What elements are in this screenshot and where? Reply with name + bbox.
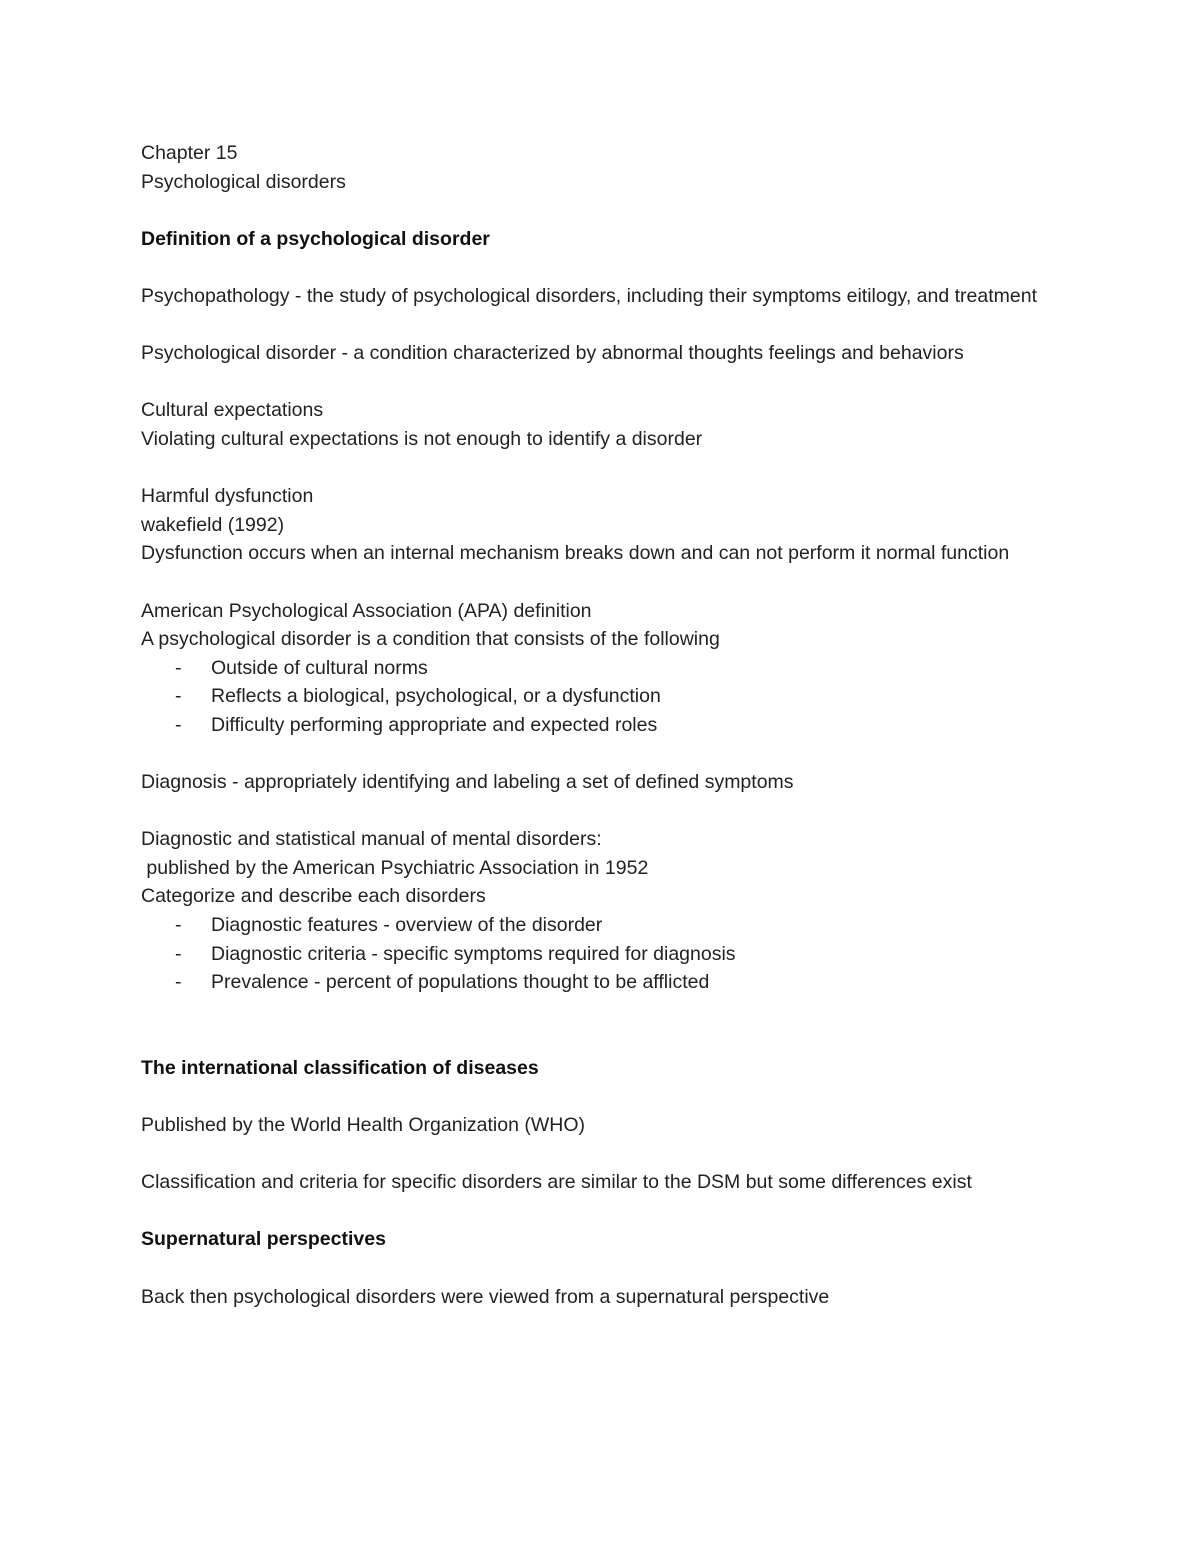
bullet-dash: - xyxy=(175,914,182,937)
spacer xyxy=(141,368,1071,397)
spacer xyxy=(141,311,1071,340)
spacer xyxy=(141,1197,1071,1226)
psychological-disorder-definition: Psychological disorder - a condition characterized by abnormal thoughts feelings and behaviors xyxy=(141,342,964,365)
spacer xyxy=(141,797,1071,826)
spacer xyxy=(141,568,1071,597)
bullet-dash: - xyxy=(175,971,182,994)
harmful-dysfunction-text: Dysfunction occurs when an internal mechanism breaks down and can not perform it normal function xyxy=(141,542,1010,565)
section-heading-supernatural: Supernatural perspectives xyxy=(141,1228,386,1251)
list-item-text: Diagnostic features - overview of the disorder xyxy=(211,914,603,937)
spacer xyxy=(141,739,1071,768)
list-item xyxy=(141,711,1071,740)
list-item xyxy=(141,682,1071,711)
bullet-dash: - xyxy=(175,656,182,679)
harmful-dysfunction-title: Harmful dysfunction xyxy=(141,485,314,508)
spacer xyxy=(141,1082,1071,1111)
psychopathology-definition: Psychopathology - the study of psychological disorders, including their symptoms eitilogy, and treatment xyxy=(141,284,1038,307)
cultural-expectations-text: Violating cultural expectations is not enough to identify a disorder xyxy=(141,427,703,450)
bullet-dash: - xyxy=(175,942,182,965)
list-item-text: Difficulty performing appropriate and expected roles xyxy=(211,713,658,736)
apa-definition-intro: A psychological disorder is a condition that consists of the following xyxy=(141,628,720,651)
list-item-text: Diagnostic criteria - specific symptoms required for diagnosis xyxy=(211,942,736,965)
icd-published: Published by the World Health Organization (WHO) xyxy=(141,1114,585,1136)
bullet-dash: - xyxy=(175,685,182,708)
bullet-dash: - xyxy=(175,713,182,736)
spacer xyxy=(141,1254,1071,1283)
supernatural-text: Back then psychological disorders were viewed from a supernatural perspective xyxy=(141,1285,830,1308)
list-item xyxy=(141,968,1071,997)
harmful-dysfunction-reference: wakefield (1992) xyxy=(141,513,285,536)
diagnosis-definition: Diagnosis - appropriately identifying and labeling a set of defined symptoms xyxy=(141,771,794,794)
chapter-title: Psychological disorders xyxy=(141,170,346,193)
icd-classification: Classification and criteria for specific disorders are similar to the DSM but some differences exist xyxy=(141,1171,972,1194)
list-item xyxy=(141,911,1071,940)
list-item xyxy=(141,654,1071,683)
list-item xyxy=(141,940,1071,969)
dsm-title: Diagnostic and statistical manual of mental disorders: xyxy=(141,828,602,851)
dsm-features-list xyxy=(141,911,1071,997)
chapter-number: Chapter 15 xyxy=(141,142,238,164)
list-item-text: Outside of cultural norms xyxy=(211,656,428,679)
section-heading-icd: The international classification of diseases xyxy=(141,1056,539,1079)
spacer xyxy=(141,253,1071,282)
spacer xyxy=(141,454,1071,483)
cultural-expectations-title: Cultural expectations xyxy=(141,399,324,422)
spacer xyxy=(141,997,1071,1054)
spacer xyxy=(141,196,1071,225)
apa-criteria-list xyxy=(141,654,1071,740)
dsm-categorize: Categorize and describe each disorders xyxy=(141,885,486,908)
list-item-text: Prevalence - percent of populations thought to be afflicted xyxy=(211,971,710,994)
apa-definition-title: American Psychological Association (APA) definition xyxy=(141,599,592,622)
spacer xyxy=(141,1140,1071,1169)
dsm-published: published by the American Psychiatric Association in 1952 xyxy=(141,856,649,879)
document-body xyxy=(141,139,1071,1311)
list-item-text: Reflects a biological, psychological, or a dysfunction xyxy=(211,685,661,708)
section-heading-definition: Definition of a psychological disorder xyxy=(141,227,490,250)
